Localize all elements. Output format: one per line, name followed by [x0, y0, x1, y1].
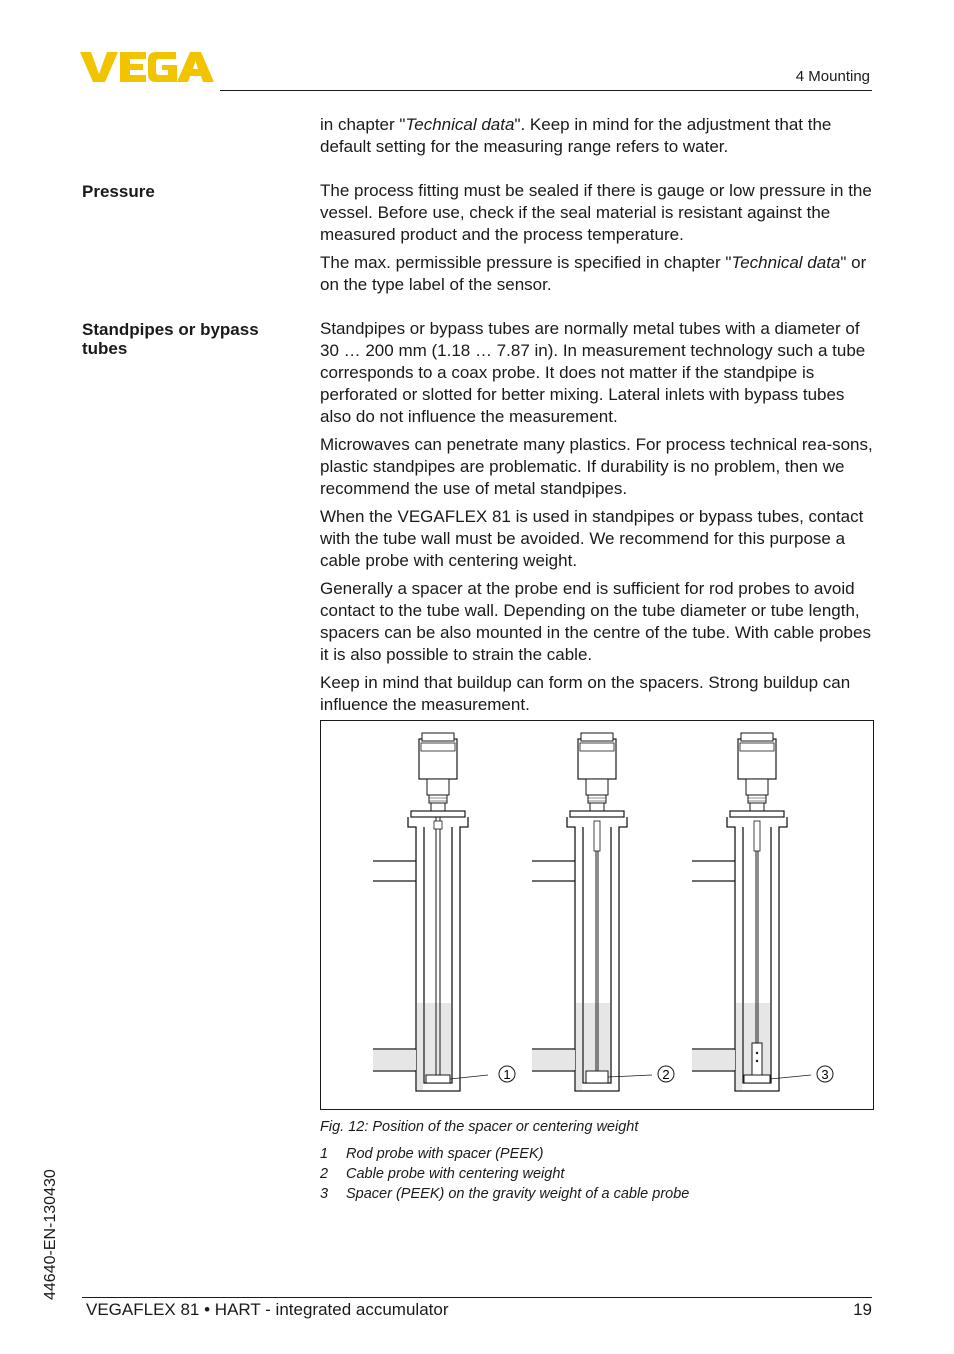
standpipes-paragraph-1: Standpipes or bypass tubes are normally metal tubes with a diameter of 30 … 200 mm (1.18 … 7.87 in). In measurement technology such a tube corresponds to a coax probe. It does not matter if the standpipe is perforated or slotted for better mixing. Lateral inlets with bypass tubes also do not influence the measurement. — [320, 319, 866, 426]
callout-2: 2 — [662, 1067, 670, 1082]
figure-spacer-diagram — [320, 720, 874, 1110]
footer-title: VEGAFLEX 81 • HART - integrated accumulator — [86, 1300, 449, 1319]
standpipes-heading: Standpipes or bypass tubes — [82, 320, 259, 358]
intro-paragraph: in chapter "Technical data". Keep in mind for the adjustment that the default setting for the measuring range refers to water. — [320, 115, 832, 156]
vega-logo — [80, 50, 214, 84]
figure-caption: Fig. 12: Position of the spacer or centering weight — [320, 1119, 639, 1135]
callout-1: 1 — [503, 1067, 511, 1082]
standpipes-paragraph-4: Generally a spacer at the probe end is sufficient for rod probes to avoid contact to the tube wall. Depending on the tube diameter or tube length, spacers can be also mounted in the centre of the tube. With cable probes it is also possible to strain the cable. — [320, 579, 871, 664]
standpipes-body — [320, 318, 876, 722]
page-number: 19 — [853, 1300, 872, 1319]
figure-legend — [320, 1144, 689, 1204]
pressure-paragraph-2: The max. permissible pressure is specified in chapter "Technical data" or on the type label of the sensor. — [320, 253, 867, 294]
standpipes-paragraph-2: Microwaves can penetrate many plastics. For process technical rea-sons, plastic standpipes are problematic. If durability is no problem, then we recommend the use of metal standpipes. — [320, 435, 873, 498]
standpipes-paragraph-3: When the VEGAFLEX 81 is used in standpipes or bypass tubes, contact with the tube wall must be avoided. We recommend for this purpose a cable probe with centering weight. — [320, 507, 864, 570]
pressure-body — [320, 180, 876, 302]
legend-item: 3 Spacer (PEEK) on the gravity weight of a cable probe — [320, 1186, 690, 1202]
pressure-heading: Pressure — [82, 182, 155, 201]
legend-item: 1 Rod probe with spacer (PEEK) — [320, 1146, 544, 1162]
pressure-paragraph-1: The process fitting must be sealed if there is gauge or low pressure in the vessel. Before use, check if the seal material is resistant against the measured product and the process temperature. — [320, 181, 872, 244]
cable-probe-weight-diagram — [532, 733, 652, 1091]
header-divider — [220, 90, 872, 91]
legend-item: 2 Cable probe with centering weight — [320, 1166, 565, 1182]
document-id: 44640-EN-130430 — [42, 1169, 59, 1300]
standpipes-paragraph-5: Keep in mind that buildup can form on the spacers. Strong buildup can influence the measurement. — [320, 673, 851, 714]
footer-divider — [82, 1297, 872, 1298]
cable-probe-spacer-diagram — [692, 733, 811, 1091]
rod-probe-diagram — [373, 733, 488, 1091]
callout-3: 3 — [821, 1067, 829, 1082]
section-title: 4 Mounting — [795, 68, 870, 85]
